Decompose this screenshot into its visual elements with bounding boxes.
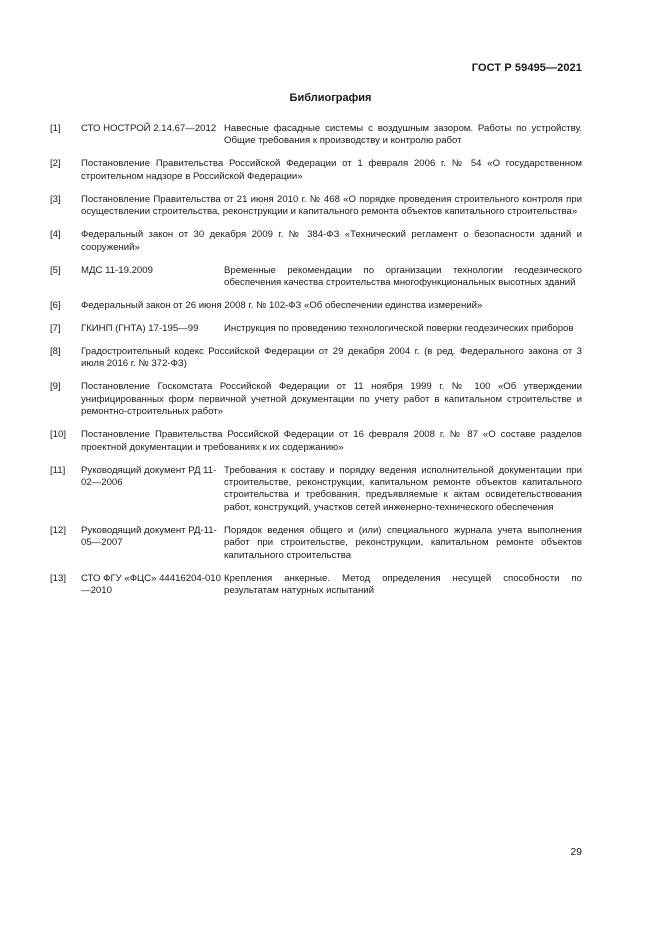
- document-code: ГОСТ Р 59495—2021: [471, 62, 582, 74]
- entry-number: [2]: [50, 158, 61, 170]
- entry-text: Постановление Правительства Российской Федерации от 1 февраля 2006 г. № 54 «О государственном строительном надзоре в Российской Федерации»: [81, 158, 582, 182]
- entry-description: Инструкция по проведению технологической поверки геодезических приборов: [224, 323, 574, 335]
- bibliography-entry: [50, 123, 582, 148]
- page-number: 29: [570, 846, 582, 858]
- entry-reference: Руководящий документ РД 11-02—2006: [81, 464, 217, 489]
- bibliography-list: [50, 123, 582, 608]
- entry-reference: МДС 11-19.2009: [81, 264, 153, 276]
- entry-reference: СТО НОСТРОЙ 2.14.67—2012: [81, 123, 217, 134]
- entry-reference: СТО ФГУ «ФЦС» 44416204-010—2010: [81, 572, 221, 597]
- entry-number: [3]: [50, 193, 61, 205]
- entry-text: Градостроительный кодекс Российской Федерации от 29 декабря 2004 г. (в ред. Федерального закона от 3 июля 2016 г. № 372-ФЗ): [81, 346, 582, 370]
- entry-reference: ГКИНП (ГНТА) 17-195—99: [81, 323, 199, 335]
- bibliography-entry: [50, 525, 582, 562]
- bibliography-entry: [50, 194, 582, 219]
- entry-number: [9]: [50, 381, 61, 393]
- entry-text: Постановление Правительства Российской Федерации от 16 февраля 2008 г. № 87 «О составе разделов проектной документации и требованиях к их содержанию»: [81, 429, 582, 453]
- entry-number: [6]: [50, 300, 61, 312]
- bibliography-entry: [50, 573, 582, 598]
- entry-text: Федеральный закон от 26 июня 2008 г. № 102-ФЗ «Об обеспечении единства измерений»: [81, 300, 483, 312]
- section-title: Библиография: [289, 92, 372, 104]
- entry-description: Порядок ведения общего и (или) специального журнала учета выполнения работ при строительстве, реконструкции, капитальном ремонте объектов капитального строительства: [224, 524, 582, 561]
- entry-reference: Руководящий документ РД-11-05—2007: [81, 524, 217, 549]
- bibliography-entry: [50, 265, 582, 290]
- entry-text: Федеральный закон от 30 декабря 2009 г. № 384-ФЗ «Технический регламент о безопасности зданий и сооружений»: [81, 229, 582, 253]
- entry-number: [1]: [50, 123, 61, 134]
- bibliography-entry: [50, 300, 582, 312]
- entry-number: [12]: [50, 524, 67, 536]
- bibliography-entry: [50, 229, 582, 254]
- entry-description: Временные рекомендации по организации технологии геодезического обеспечения качества строительства многофункциональных высотных зданий: [224, 264, 582, 289]
- bibliography-entry: [50, 465, 582, 515]
- entry-number: [11]: [50, 464, 66, 476]
- entry-description: Требования к составу и порядку ведения исполнительной документации при строительстве, реконструкции, капитальном ремонте объектов капитального строительства и требования, предъявляемые к актам освидетельствования работ, конструкций, участков сетей инженерно-технического обеспечения: [224, 464, 582, 513]
- entry-description: Навесные фасадные системы с воздушным зазором. Работы по устройству. Общие требования к производству и контролю работ: [224, 123, 582, 147]
- entry-text: Постановление Правительства от 21 июня 2010 г. № 468 «О порядке проведения строительного контроля при осуществлении строительства, реконструкции и капитального ремонта объектов капитального строительства»: [81, 193, 582, 218]
- bibliography-entry: [50, 346, 582, 371]
- entry-number: [4]: [50, 229, 61, 241]
- entry-number: [8]: [50, 346, 61, 358]
- entry-description: Крепления анкерные. Метод определения несущей способности по результатам натурных испытаний: [224, 572, 582, 597]
- bibliography-entry: [50, 158, 582, 183]
- entry-number: [7]: [50, 323, 61, 335]
- bibliography-entry: [50, 381, 582, 418]
- entry-text: Постановление Госкомстата Российской Федерации от 11 ноября 1999 г. № 100 «Об утверждении унифицированных форм первичной учетной документации по учету работ в капитальном строительстве и ремонтно-строительных работ»: [81, 381, 582, 418]
- entry-number: [5]: [50, 264, 61, 276]
- entry-number: [13]: [50, 572, 67, 584]
- bibliography-entry: [50, 429, 582, 454]
- bibliography-entry: [50, 323, 582, 335]
- entry-number: [10]: [50, 429, 67, 441]
